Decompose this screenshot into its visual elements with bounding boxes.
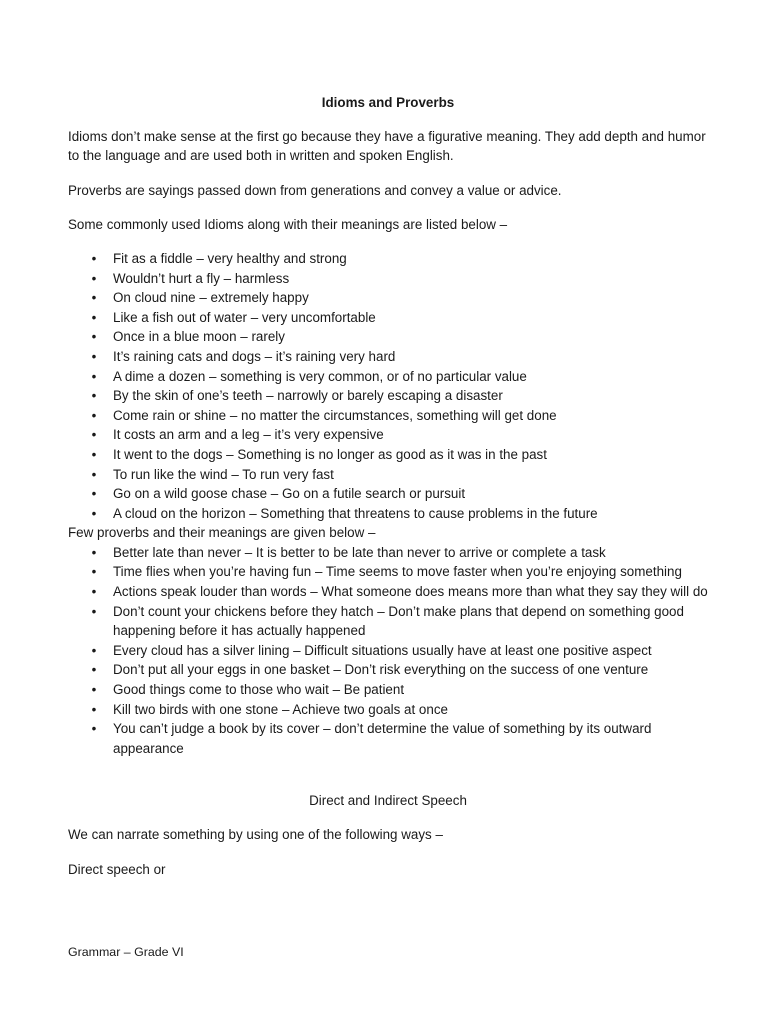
document-body — [68, 93, 708, 894]
idiom-list-item-text: Like a fish out of water – very uncomfortable — [113, 309, 376, 325]
bullet-icon: • — [91, 486, 97, 502]
idiom-list-item-text: Wouldn’t hurt a fly – harmless — [113, 270, 290, 286]
proverb-list-item-text: Time flies when you’re having fun – Time seems to move faster when you’re enjoying something — [113, 564, 682, 580]
bullet-icon: • — [91, 642, 97, 658]
bullet-icon: • — [91, 584, 97, 600]
idiom-list-item-text: It’s raining cats and dogs – it’s raining very hard — [113, 348, 396, 364]
idioms-intro-paragraph: Some commonly used Idioms along with their meanings are listed below – — [68, 217, 508, 233]
idiom-list-item-text: By the skin of one’s teeth – narrowly or barely escaping a disaster — [113, 388, 503, 404]
idiom-list-item — [68, 308, 708, 328]
idiom-list-item — [68, 504, 708, 524]
bullet-icon: • — [91, 290, 97, 306]
proverb-list-item — [68, 543, 708, 563]
idiom-list-item — [68, 367, 708, 387]
idiom-list-item-text: It went to the dogs – Something is no longer as good as it was in the past — [113, 446, 547, 462]
idiom-list-item — [68, 445, 708, 465]
bullet-icon: • — [91, 329, 97, 345]
proverb-list-item — [68, 582, 708, 602]
idiom-list-item — [68, 347, 708, 367]
bullet-icon: • — [91, 721, 97, 737]
idiom-list-item-text: A cloud on the horizon – Something that threatens to cause problems in the future — [113, 505, 598, 521]
bullet-icon: • — [91, 701, 97, 717]
bullet-icon: • — [91, 348, 97, 364]
direct-speech-line: Direct speech or — [68, 861, 166, 877]
proverb-list-item — [68, 700, 708, 720]
idiom-list-item — [68, 425, 708, 445]
proverbs-definition-paragraph: Proverbs are sayings passed down from generations and convey a value or advice. — [68, 182, 562, 198]
idiom-list-item-text: Once in a blue moon – rarely — [113, 329, 285, 345]
proverb-list-item-text: Actions speak louder than words – What someone does means more than what they say they will do — [113, 584, 708, 600]
proverb-list-item-text: You can’t judge a book by its cover – don’t determine the value of something by its outward appearance — [113, 721, 652, 756]
proverb-list-item-text: Don’t count your chickens before they hatch – Don’t make plans that depend on something good happening before it has actually happened — [113, 603, 684, 639]
bullet-icon: • — [91, 564, 97, 580]
proverb-list-item — [68, 602, 708, 641]
bullet-icon: • — [91, 368, 97, 384]
bullet-icon: • — [91, 427, 97, 443]
bullet-icon: • — [91, 505, 97, 521]
bullet-icon: • — [91, 682, 97, 698]
bullet-icon: • — [91, 309, 97, 325]
proverb-list-item-text: Good things come to those who wait – Be patient — [113, 682, 405, 698]
idiom-list-item-text: A dime a dozen – something is very common, or of no particular value — [113, 368, 527, 384]
proverb-list-item-text: Kill two birds with one stone – Achieve two goals at once — [113, 701, 448, 717]
bullet-icon: • — [91, 662, 97, 678]
idiom-list-item — [68, 327, 708, 347]
proverb-list-item — [68, 660, 708, 680]
proverb-list-item-text: Every cloud has a silver lining – Difficult situations usually have at least one positive aspect — [113, 642, 652, 658]
proverb-list-item — [68, 562, 708, 582]
idiom-list-item — [68, 288, 708, 308]
idiom-list-item — [68, 269, 708, 289]
section-heading-speech: Direct and Indirect Speech — [309, 793, 467, 809]
proverb-list-item-text: Better late than never – It is better to be late than never to arrive or complete a task — [113, 544, 606, 560]
bullet-icon: • — [91, 388, 97, 404]
idiom-list-item — [68, 249, 708, 269]
bullet-icon: • — [91, 407, 97, 423]
idiom-list-item-text: Go on a wild goose chase – Go on a futile search or pursuit — [113, 486, 466, 502]
bullet-icon: • — [91, 446, 97, 462]
idioms-list — [68, 249, 708, 523]
proverb-list-item-text: Don’t put all your eggs in one basket – Don’t risk everything on the success of one venture — [113, 662, 649, 678]
idiom-list-item-text: Come rain or shine – no matter the circumstances, something will get done — [113, 407, 557, 423]
idiom-list-item — [68, 484, 708, 504]
bullet-icon: • — [91, 270, 97, 286]
speech-intro-paragraph: We can narrate something by using one of the following ways – — [68, 827, 443, 842]
proverbs-intro-paragraph: Few proverbs and their meanings are given below – — [68, 525, 376, 541]
idiom-list-item-text: Fit as a fiddle – very healthy and strong — [113, 250, 347, 266]
proverb-list-item — [68, 719, 708, 758]
idiom-list-item — [68, 465, 708, 485]
proverbs-list — [68, 543, 708, 759]
proverb-list-item — [68, 680, 708, 700]
idiom-list-item — [68, 386, 708, 406]
bullet-icon: • — [91, 544, 97, 560]
idiom-list-item-text: To run like the wind – To run very fast — [113, 466, 334, 482]
page-footer: Grammar – Grade VI — [68, 945, 184, 959]
idiom-list-item — [68, 406, 708, 426]
bullet-icon: • — [91, 603, 97, 619]
intro-paragraph: Idioms don’t make sense at the first go because they have a figurative meaning. They add depth and humor to the language and are used both in written and spoken English. — [68, 128, 706, 164]
page-title: Idioms and Proverbs — [321, 95, 455, 110]
bullet-icon: • — [91, 466, 97, 482]
idiom-list-item-text: On cloud nine – extremely happy — [113, 290, 309, 306]
idiom-list-item-text: It costs an arm and a leg – it’s very expensive — [113, 427, 384, 443]
proverb-list-item — [68, 641, 708, 661]
bullet-icon: • — [91, 250, 97, 266]
